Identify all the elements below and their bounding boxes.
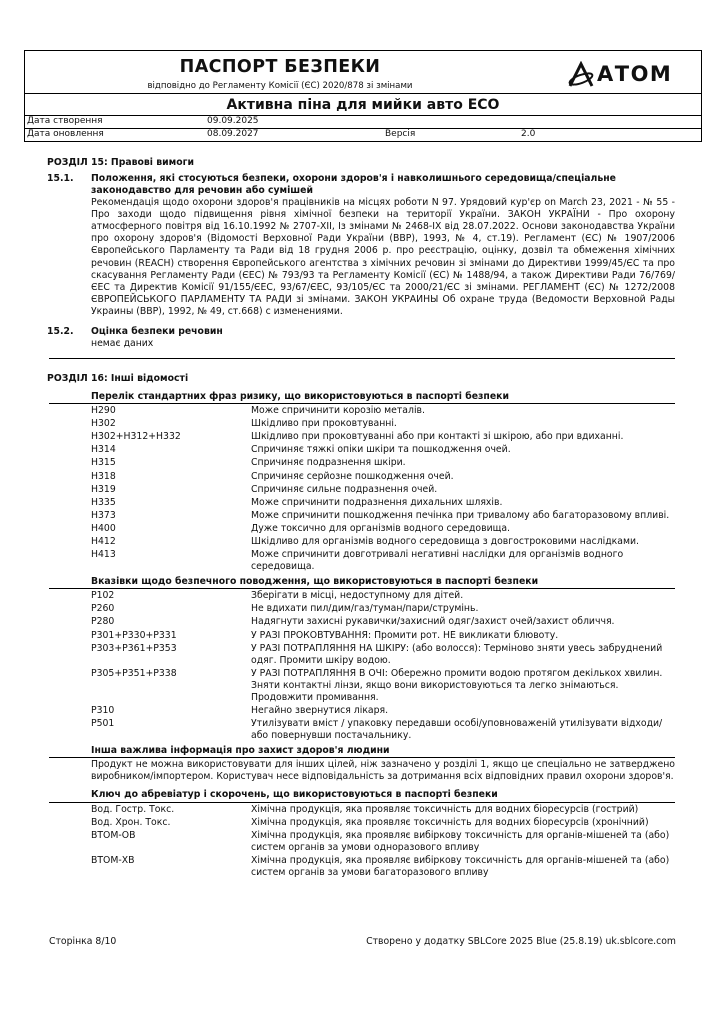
row-text: Спричиняє сильне подразнення очей. (251, 483, 438, 495)
logo-wordmark: АТОМ (597, 62, 673, 86)
generator-credit: Створено у додатку SBLCore 2025 Blue (25.8.19) uk.sblcore.com (366, 936, 676, 947)
row-text: Може спричинити пошкодження печінка при тривалому або багаторазовому впливі. (251, 509, 670, 521)
row-text: Може спричинити подразнення дихальних шляхів. (251, 496, 503, 508)
other-info-title: Інша важлива інформація про захист здоров'я людини (49, 745, 675, 758)
row-text: Надягнути захисні рукавички/захисний одяг/захист очей/захист обличчя. (251, 616, 615, 628)
row-code: P301+P330+P331 (91, 629, 177, 641)
other-info-text: Продукт не можна використовувати для інших цілей, ніж зазначено у розділі 1, якщо це спеціально не затверджено виробником/імпортером. Користувач несе відповідальність за дотримання всіх відповідних правил охорони здоров'я. (91, 759, 675, 783)
p-phrase-row (49, 603, 675, 615)
subsection-title: Положення, які стосуються безпеки, охорони здоров'я і навколишнього середовища/спеціальне законодавство для речовин або сумішей (91, 173, 616, 197)
row-code: H413 (91, 549, 116, 561)
row-text: Може спричинити довготривалі негативні наслідки для організмів водного середовища. (251, 549, 624, 573)
row-code: H318 (91, 470, 116, 482)
p-phrase-row (49, 616, 675, 628)
p-phrase-row (49, 718, 675, 742)
document-subtitle: відповідно до Регламенту Комісії (ЄС) 2020/878 зі змінами (147, 81, 413, 91)
subsection-15-2 (49, 326, 675, 338)
row-text: Утилізувати вміст / упаковку передавши особі/уповноваженій утилізувати відходи/або повернувши постачальнику. (251, 718, 663, 742)
page-number: Сторінка 8/10 (49, 936, 117, 947)
header-title-box (24, 50, 702, 94)
row-text: Шкідливо при проковтуванні. (251, 418, 397, 430)
subsection-number: 15.2. (47, 325, 74, 337)
row-text: У РАЗІ ПОТРАПЛЯННЯ В ОЧІ: Обережно промити водою протягом декількох хвилин. Зняти контактні лінзи, якщо вони використовуються та легко знімаються. Продовжити промивання. (251, 667, 663, 703)
h-phrase-row (49, 536, 675, 548)
p-phrase-row (49, 643, 675, 667)
row-text: Може спричинити корозію металів. (251, 405, 425, 417)
row-text: Хімічна продукція, яка проявляє вибіркову токсичність для органів-мішеней та (або) систем органів за умови багаторазового впливу (251, 854, 670, 878)
h-phrases-list (49, 405, 675, 573)
abbreviation-row (49, 817, 675, 829)
p-phrase-row (49, 705, 675, 717)
row-text: Хімічна продукція, яка проявляє вибіркову токсичність для органів-мішеней та (або) систем органів за умови одноразового впливу (251, 829, 670, 853)
row-text: Шкідливо при проковтуванні або при контакті зі шкірою, або при вдиханні. (251, 431, 624, 443)
h-phrase-row (49, 431, 675, 443)
p-phrase-row (49, 668, 675, 704)
row-code: H302 (91, 418, 116, 430)
row-text: У РАЗІ ПРОКОВТУВАННЯ: Промити рот. НЕ викликати блювоту. (251, 629, 559, 641)
row-text: Шкідливо для організмів водного середовища з довгостроковими наслідками. (251, 535, 639, 547)
h-phrase-row (49, 405, 675, 417)
row-code: ВТОМ-ХВ (91, 854, 135, 866)
row-code: H302+H312+H332 (91, 431, 181, 443)
abbreviation-row (49, 804, 675, 816)
subsection-title: Оцінка безпеки речовин (91, 325, 223, 337)
document-header (24, 50, 702, 142)
row-code: H412 (91, 535, 116, 547)
row-code: H314 (91, 444, 116, 456)
company-logo (567, 61, 697, 89)
section-15-title: РОЗДІЛ 15: Правові вимоги (47, 157, 194, 168)
row-code: Вод. Гостр. Токс. (91, 803, 175, 815)
row-code: H400 (91, 522, 116, 534)
section-16-title: РОЗДІЛ 16: Інші відомості (47, 373, 189, 385)
row-code: P303+P361+P353 (91, 642, 177, 654)
row-text: Спричиняє тяжкі опіки шкіри та пошкодження очей. (251, 444, 511, 456)
abbreviation-row (49, 830, 675, 854)
subsection-number: 15.1. (47, 173, 74, 184)
row-text: Негайно звернутися лікаря. (251, 704, 389, 716)
row-code: H319 (91, 483, 116, 495)
abbreviation-row (49, 855, 675, 879)
row-text: Зберігати в місці, недоступному для дітей. (251, 590, 464, 602)
h-phrase-row (49, 549, 675, 573)
h-phrase-row (49, 510, 675, 522)
updated-value: 08.09.2027 (207, 129, 259, 139)
subsection-15-1 (49, 173, 675, 197)
document-body (49, 157, 675, 879)
h-phrase-row (49, 457, 675, 469)
created-label: Дата створення (27, 116, 103, 126)
created-value: 09.09.2025 (207, 116, 259, 126)
atom-logo-icon (567, 61, 595, 89)
row-code: P305+P351+P338 (91, 667, 177, 679)
section-16 (49, 373, 675, 879)
h-phrases-title: Перелік стандартних фраз ризику, що використовуються в паспорті безпеки (49, 391, 675, 404)
h-phrase-row (49, 418, 675, 430)
row-code: H335 (91, 496, 116, 508)
row-code: H290 (91, 405, 116, 417)
row-text: Спричиняє серйозне пошкодження очей. (251, 470, 454, 482)
meta-row-updated (24, 129, 702, 142)
p-phrases-title: Вказівки щодо безпечного поводження, що використовуються в паспорті безпеки (49, 576, 675, 589)
abbreviations-list (49, 804, 675, 879)
h-phrase-row (49, 471, 675, 483)
h-phrase-row (49, 523, 675, 535)
updated-label: Дата оновлення (27, 129, 104, 139)
document-title: ПАСПОРТ БЕЗПЕКИ (179, 57, 381, 77)
meta-row-created (24, 116, 702, 129)
row-text: Не вдихати пил/дим/газ/туман/пари/струмінь. (251, 603, 479, 615)
row-code: P260 (91, 603, 115, 615)
row-text: Хімічна продукція, яка проявляє токсичність для водних біоресурсів (хронічний) (251, 816, 649, 828)
p-phrases-list (49, 590, 675, 742)
safety-assessment-text: немає даних (91, 338, 154, 350)
row-code: P310 (91, 704, 115, 716)
row-code: P501 (91, 718, 115, 730)
row-code: ВТОМ-ОВ (91, 829, 136, 841)
version-value: 2.0 (521, 129, 536, 139)
product-name: Активна піна для мийки авто ECO (24, 94, 702, 116)
h-phrase-row (49, 484, 675, 496)
row-text: Дуже токсично для організмів водного середовища. (251, 522, 511, 534)
p-phrase-row (49, 590, 675, 602)
legal-text: Рекомендація щодо охорони здоров'я працівників на місцях роботи N 97. Урядовий кур'єр on March 23, 2021 - № 55 - Про заходи щодо підвищення рівня хімічної безпеки на території України. ЗАКОН УКРАЇНИ - Про охорону атмосферного повітря від 16.10.1992 № 2707-XII, Із змінами № 2468-IX від 28.07.2022. Основи законодавства України про охорону здоров'я (Відомості Верховної Ради України (ВВР), 1993, № 4, ст.19). Регламент (ЄС) № 1907/2006 Європейського Парламенту та Ради від 18 грудня 2006 р. про реєстрацію, оцінку, дозвіл та обмеження хімічних речовин (REACH) створення Європейського агентства з хімічних речовин зі змінами до Директиви 1999/45/ЄС та про скасування Регламенту Ради (ЄЕС) № 793/93 та Регламенту Комісії (ЄС) № 1488/94, а також Директиви Ради 76/769/ЄЕС та Директив Комісії 91/155/ЄЕС, 93/67/ЄЕС, 93/105/ЄС та 2000/21/ЄС зі змінами. РЕГЛАМЕНТ (ЄС) № 1272/2008 ЄВРОПЕЙСЬКОГО ПАРЛАМЕНТУ ТА РАДИ зі змінами. ЗАКОН УКРАИНЫ Об охране труда (Ведомости Верховной Рады Украины (ВВР), 1992, № 49, ст.668) с изменениями. (91, 197, 675, 317)
row-code: P280 (91, 616, 115, 628)
version-label: Версія (385, 129, 416, 139)
row-code: H315 (91, 457, 116, 469)
h-phrase-row (49, 497, 675, 509)
p-phrase-row (49, 630, 675, 642)
row-code: P102 (91, 590, 115, 602)
row-code: Вод. Хрон. Токс. (91, 816, 171, 828)
h-phrase-row (49, 444, 675, 456)
row-text: У РАЗІ ПОТРАПЛЯННЯ НА ШКІРУ: (або волосся): Терміново зняти увесь забруднений одяг. Промити шкіру водою. (251, 642, 663, 666)
row-text: Хімічна продукція, яка проявляє токсичність для водних біоресурсів (гострий) (251, 803, 639, 815)
row-code: H373 (91, 509, 116, 521)
abbreviations-title: Ключ до абревіатур і скорочень, що використовуються в паспорті безпеки (49, 789, 675, 802)
section-divider (49, 358, 675, 359)
row-text: Спричиняє подразнення шкіри. (251, 457, 406, 469)
